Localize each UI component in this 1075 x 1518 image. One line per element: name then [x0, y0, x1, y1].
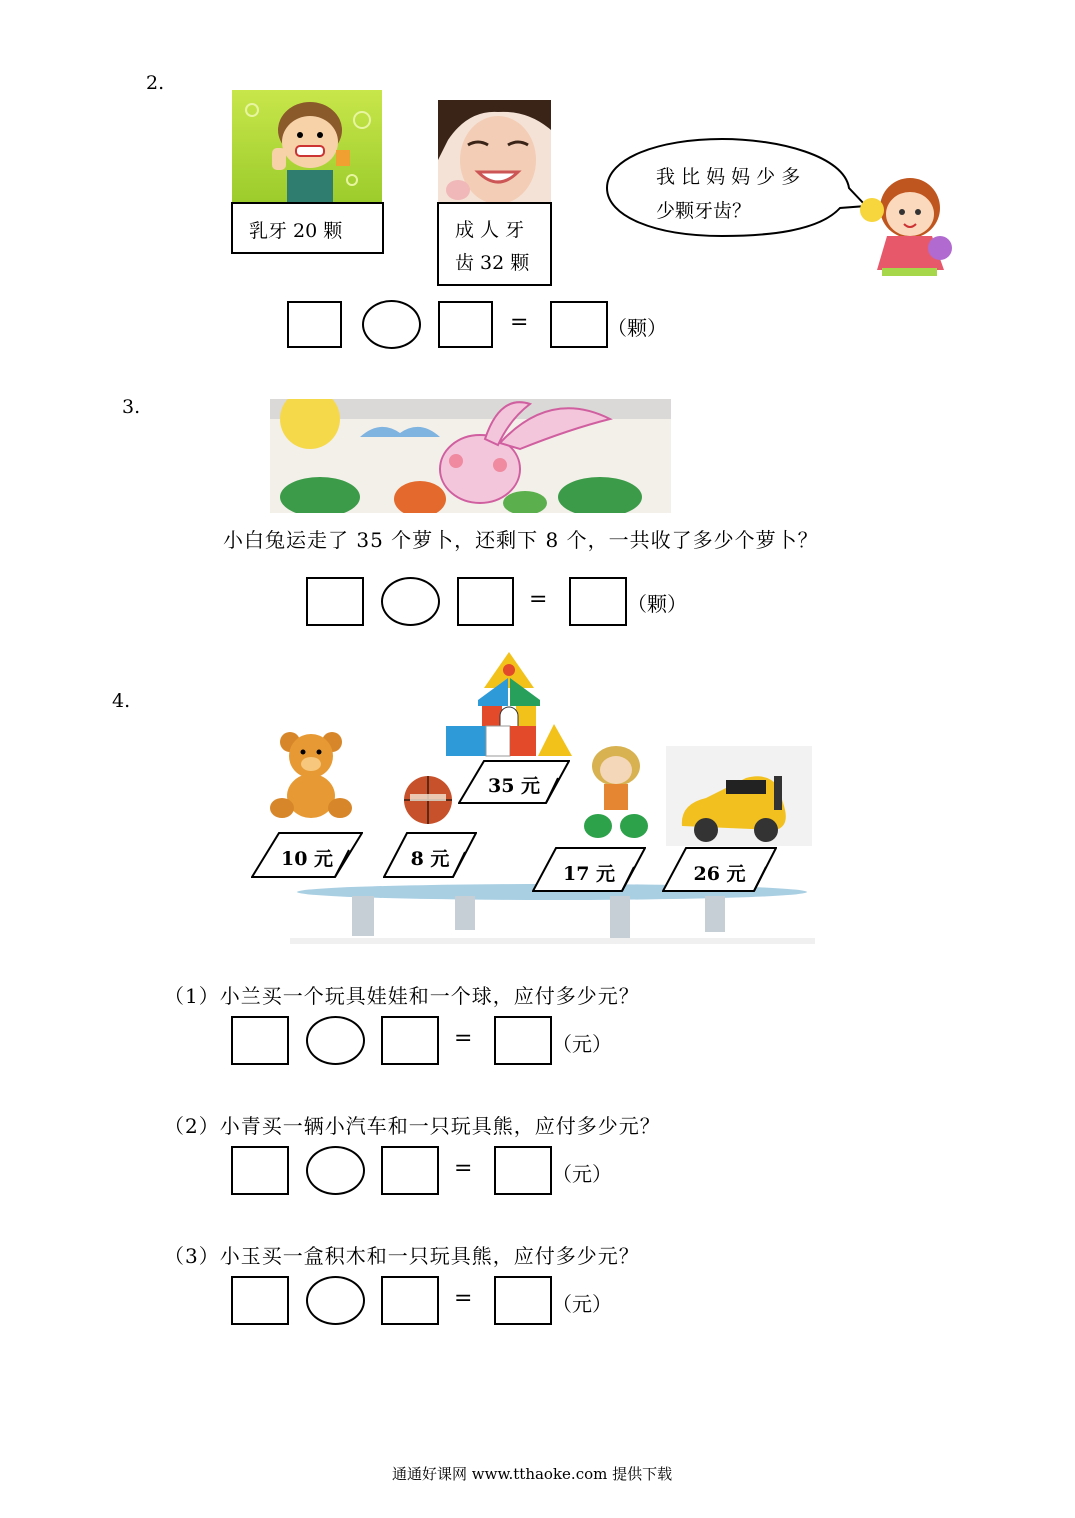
- q2-operator-oval[interactable]: [362, 300, 421, 349]
- speech-bubble: 我 比 妈 妈 少 多 少颗牙齿？: [604, 136, 872, 240]
- teddy-bear-image: [268, 730, 354, 822]
- q3-result-box[interactable]: [569, 577, 627, 626]
- q3-question-text: 小白兔运走了 35 个萝卜，还剩下 8 个，一共收了多少个萝卜？: [223, 528, 819, 552]
- question-number-2: 2.: [146, 72, 165, 94]
- q4-sub3-question: （3）小玉买一盒积木和一只玩具熊，应付多少元？: [164, 1244, 640, 1268]
- doll-toy-image: [578, 744, 654, 840]
- q4-sub1-equals-sign: =: [454, 1026, 473, 1051]
- building-blocks-image: [442, 648, 576, 758]
- q2-operand1-box[interactable]: [287, 301, 342, 348]
- baby-teeth-label: 乳牙 20 颗: [231, 202, 384, 254]
- q2-unit: （颗）: [607, 316, 667, 340]
- q4-sub2-equals-sign: =: [454, 1156, 473, 1181]
- q3-operand1-box[interactable]: [306, 577, 364, 626]
- q4-sub2-operator-oval[interactable]: [306, 1146, 365, 1195]
- q4-sub3-equals-sign: =: [454, 1286, 473, 1311]
- q4-sub1-question: （1）小兰买一个玩具娃娃和一个球，应付多少元？: [164, 984, 640, 1008]
- q4-sub1-unit: （元）: [552, 1032, 612, 1056]
- child-brushing-teeth-image: [232, 90, 382, 202]
- q2-operand2-box[interactable]: [438, 301, 493, 348]
- q4-sub3-operator-oval[interactable]: [306, 1276, 365, 1325]
- basketball-image: [400, 774, 456, 826]
- q4-sub2-operand1-box[interactable]: [231, 1146, 289, 1195]
- q4-sub1-operand2-box[interactable]: [381, 1016, 439, 1065]
- page-footer: 通通好课网 www.tthaoke.com 提供下载: [392, 1465, 673, 1483]
- girl-cartoon-image: [852, 170, 962, 278]
- q3-equals-sign: =: [529, 587, 548, 612]
- q4-sub3-result-box[interactable]: [494, 1276, 552, 1325]
- q4-sub1-operand1-box[interactable]: [231, 1016, 289, 1065]
- q2-result-box[interactable]: [550, 301, 608, 348]
- woman-smiling-image: [438, 100, 551, 202]
- bear-price-tag: 10 元: [251, 832, 363, 878]
- q3-unit: （颗）: [627, 592, 687, 616]
- question-number-3: 3.: [122, 396, 141, 418]
- q3-operator-oval[interactable]: [381, 577, 440, 626]
- q4-sub2-question: （2）小青买一辆小汽车和一只玩具熊，应付多少元？: [164, 1114, 661, 1138]
- adult-teeth-label: 成 人 牙 齿 32 颗: [437, 202, 552, 286]
- q4-sub3-unit: （元）: [552, 1292, 612, 1316]
- q2-equals-sign: =: [510, 310, 529, 335]
- blocks-price-tag: 35 元: [458, 760, 570, 804]
- q4-sub3-operand2-box[interactable]: [381, 1276, 439, 1325]
- question-number-4: 4.: [112, 690, 131, 712]
- q4-sub2-result-box[interactable]: [494, 1146, 552, 1195]
- q3-operand2-box[interactable]: [457, 577, 514, 626]
- q4-sub3-operand1-box[interactable]: [231, 1276, 289, 1325]
- rabbit-drawing-image: [270, 399, 671, 513]
- q4-sub2-operand2-box[interactable]: [381, 1146, 439, 1195]
- q4-sub1-operator-oval[interactable]: [306, 1016, 365, 1065]
- q4-sub2-unit: （元）: [552, 1162, 612, 1186]
- doll-price-tag: 17 元: [532, 847, 646, 892]
- car-price-tag: 26 元: [662, 847, 777, 892]
- q4-sub1-result-box[interactable]: [494, 1016, 552, 1065]
- basketball-price-tag: 8 元: [383, 832, 477, 878]
- toy-car-image: [666, 746, 812, 846]
